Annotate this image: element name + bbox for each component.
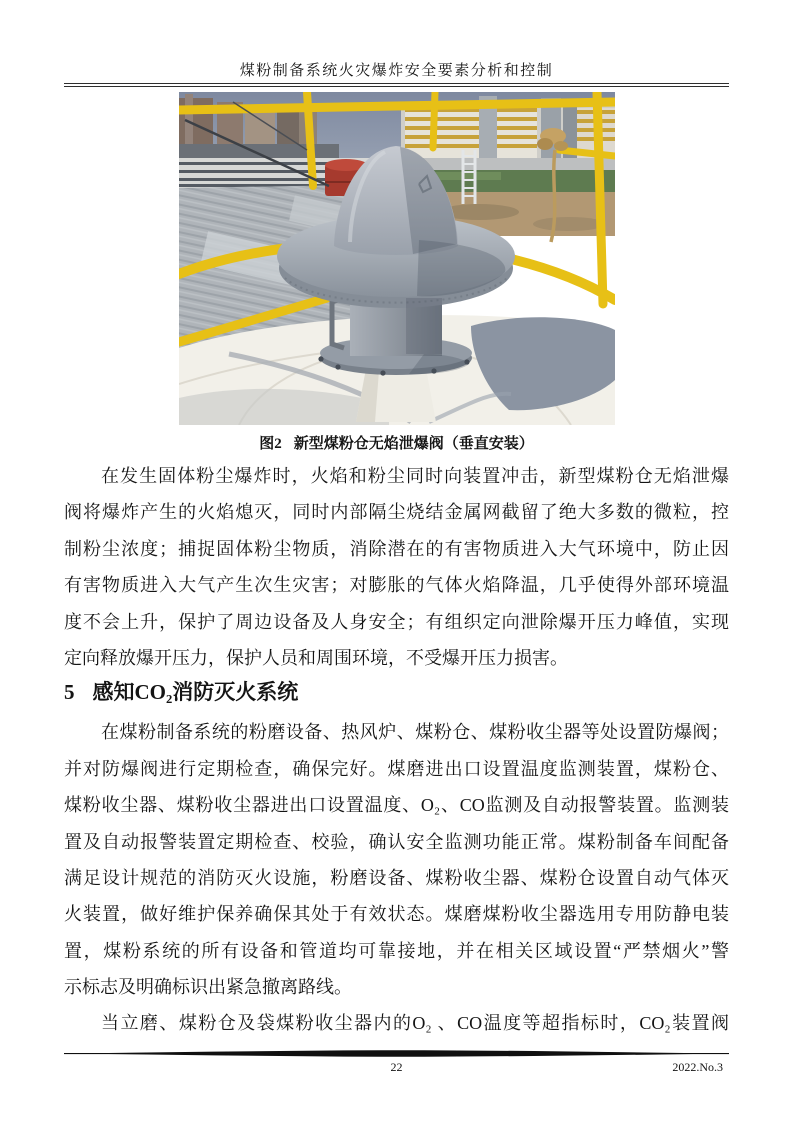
text-line: 定向释放爆开压力，保护人员和周围环境，不受爆开压力损害。 bbox=[64, 647, 568, 668]
figure-caption-text: 新型煤粉仓无焰泄爆阀（垂直安装） bbox=[293, 436, 534, 452]
page-header-title: 煤粉制备系统火灾爆炸安全要素分析和控制 bbox=[239, 63, 554, 79]
header-rule bbox=[64, 83, 729, 87]
figure-photo bbox=[179, 92, 615, 425]
body-text bbox=[64, 458, 729, 1042]
text-line: 置，煤粉系统的所有设备和管道均可靠接地，并在相关区域设置“严禁烟火”警 bbox=[64, 940, 729, 961]
text-line: 置及自动报警装置定期检查、校验，确认安全监测功能正常。煤粉制备车间配备 bbox=[64, 831, 729, 852]
footer-row bbox=[64, 1060, 729, 1075]
text-line: 在煤粉制备系统的粉磨设备、热风炉、煤粉仓、煤粉收尘器等处设置防爆阀； bbox=[101, 722, 729, 743]
text-line: 度不会上升，保护了周边设备及人身安全；有组织定向泄除爆开压力峰值，实现 bbox=[64, 611, 729, 632]
paragraph-3 bbox=[64, 1005, 729, 1041]
text-line: 阀将爆炸产生的火焰熄灭，同时内部隔尘烧结金属网截留了绝大多数的微粒，控 bbox=[64, 502, 729, 523]
figure-caption bbox=[0, 434, 793, 455]
section-heading bbox=[64, 677, 729, 707]
text-line: 制粉尘浓度；捕捉固体粉尘物质，消除潜在的有害物质进入大气环境中，防止因 bbox=[64, 538, 729, 559]
section-title: 感知CO₂消防灭火系统 bbox=[92, 680, 299, 705]
footer-rule bbox=[64, 1050, 729, 1057]
text-line: 当立磨、煤粉仓及袋煤粉收尘器内的O₂ 、CO温度等超指标时，CO₂装置阀 bbox=[101, 1013, 729, 1034]
paragraph-2 bbox=[64, 714, 729, 1005]
text-line: 示标志及明确标识出紧急撤离路线。 bbox=[64, 977, 352, 998]
text-line: 在发生固体粉尘爆炸时，火焰和粉尘同时向装置冲击，新型煤粉仓无焰泄爆 bbox=[101, 466, 729, 486]
page-footer bbox=[64, 1050, 729, 1075]
text-line: 火装置，做好维护保养确保其处于有效状态。煤磨煤粉收尘器选用专用防静电装 bbox=[64, 904, 729, 925]
text-line: 煤粉收尘器、煤粉收尘器进出口设置温度、O₂、CO监测及自动报警装置。监测装 bbox=[64, 795, 729, 816]
figure-2 bbox=[0, 92, 793, 455]
text-line: 并对防爆阀进行定期检查，确保完好。煤磨进出口设置温度监测装置，煤粉仓、 bbox=[64, 758, 729, 779]
text-line: 有害物质进入大气产生次生灾害；对膨胀的气体火焰降温，几乎使得外部环境温 bbox=[64, 575, 729, 596]
figure-photo-illustration bbox=[179, 92, 615, 425]
paragraph-1 bbox=[64, 458, 729, 676]
figure-caption-label: 图2 bbox=[259, 436, 282, 452]
text-line: 满足设计规范的消防灭火设施，粉磨设备、煤粉收尘器、煤粉仓设置自动气体灭 bbox=[64, 867, 729, 888]
issue-label: 2022.No.3 bbox=[672, 1060, 723, 1074]
page-number: 22 bbox=[390, 1060, 403, 1074]
section-number: 5 bbox=[64, 680, 75, 705]
